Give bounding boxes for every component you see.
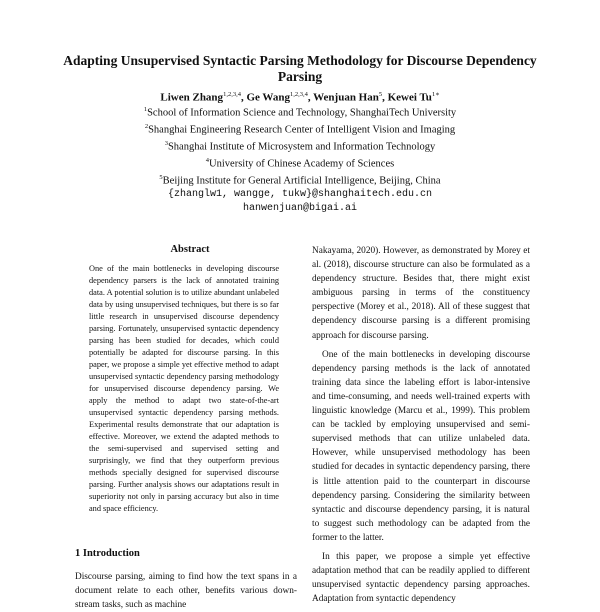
right-column: [312, 244, 530, 606]
affiliation-block: [40, 103, 560, 216]
author-name: Kewei Tu: [387, 91, 432, 104]
affiliation-text: Beijing Institute for General Artificial Intelligence, Beijing, China: [162, 175, 441, 187]
affiliation-line: [40, 171, 560, 188]
email-line: {zhanglw1, wangge, tukw}@shanghaitech.edu.cn: [167, 189, 433, 201]
affiliation-sup: 3: [164, 140, 168, 148]
author-sup: 1,2,3,4: [223, 91, 241, 98]
affiliation-sup: 1: [143, 106, 148, 113]
affiliation-text: School of Information Science and Technology, ShanghaiTech University: [147, 107, 457, 119]
paper-title: Adapting Unsupervised Syntactic Parsing Methodology for Discourse Dependency Parsing: [63, 53, 537, 84]
author-sup: 5: [378, 91, 383, 98]
author-name: Ge Wang: [246, 91, 290, 104]
affiliation-line: [40, 137, 560, 154]
affiliation-sup: 2: [144, 123, 149, 131]
affiliation-line: [40, 103, 560, 120]
affiliation-sup: 5: [159, 174, 163, 182]
affiliation-sup: 4: [205, 157, 210, 165]
author-sup: 1,2,3,4: [289, 91, 308, 98]
author-sup: 1∗: [431, 91, 440, 98]
intro-paragraph: Discourse parsing, aiming to find how the text spans in a document relate to each other, benefits various down-stream tasks, such as machine: [75, 572, 297, 610]
affiliation-line: [40, 154, 560, 171]
author-list: Liwen Zhang$^{1,2,3,4}$, Ge Wang$^{1,2,3,4}$, Wenjuan Han$^5$, Kewei $Tu^{1∗}$: [160, 91, 440, 104]
affiliation-text: Shanghai Institute of Microsystem and Information Technology: [167, 141, 436, 153]
email-line: hanwenjuan@bigai.ai: [242, 203, 358, 215]
author-name: Wenjuan Han: [313, 91, 379, 104]
affiliation-text: University of Chinese Academy of Sciences: [209, 158, 395, 170]
abstract-heading: Abstract: [170, 244, 210, 255]
body-paragraph: In this paper, we propose a simple yet effective adaptation method that can be readily applied to different unsupervised syntactic dependency parsing approaches. Adaptation from syntactic dependency: [312, 551, 530, 605]
abstract-text: One of the main bottlenecks in developing discourse dependency parsers is the lack of annotated training data. A potential solution is to utilize abundant unlabeled data by using unsupervised techniques, but there is so far little research in unsupervised discourse dependency parsing. Fortunately, unsupervised syntactic dependency parsing has been studied for decades, which could potentially be adapted for discourse parsing. In this paper, we propose a simple yet effective method to adapt unsupervised syntactic dependency parsing methodology for unsupervised discourse dependency parsing. We apply the method to adapt two state-of-the-art unsupervised syntactic dependency parsing methods. Experimental results demonstrate that our adaptation is effective. Moreover, we extend the adapted methods to the semi-supervised and supervised setting and surprisingly, we find that they outperform previous methods specially designed for supervised discourse parsing. Further analysis shows our adaptations result in superiority not only in parsing accuracy but also in time and space efficiency.: [89, 264, 279, 513]
affiliation-text: Shanghai Engineering Research Center of Intelligent Vision and Imaging: [148, 124, 456, 136]
author-name: Liwen Zhang: [160, 91, 224, 104]
body-paragraph: Nakayama, 2020). However, as demonstrated by Morey et al. (2018), discourse structure can also be formulated as a dependency structure. Besides that, there might exist ambiguous parsing in terms of the constituency perspective (Morey et al., 2018). All of these suggest that dependency discourse parsing is a different promising approach for discourse parsing.: [312, 246, 530, 341]
section-heading-introduction: 1 Introduction: [75, 548, 140, 559]
affiliation-line: [40, 120, 560, 137]
body-paragraph: One of the main bottlenecks in developing discourse dependency parsing methods is the lack of annotated training data since the labeling effort is labor-intensive and time-consuming, and needs well-trained experts with linguistic knowledge (Marcu et al., 1999). This problem can be tackled by employing unsupervised and semi-supervised methods that can utilize unlabeled data. However, while unsupervised methodology has been studied for decades in syntactic dependency parsing, there is little attention paid to the counterpart in discourse dependency parsing. Considering the similarity between syntactic and discourse dependency parsing, it is natural to suggest such methodology can be adapted from the former to the latter.: [312, 349, 530, 543]
